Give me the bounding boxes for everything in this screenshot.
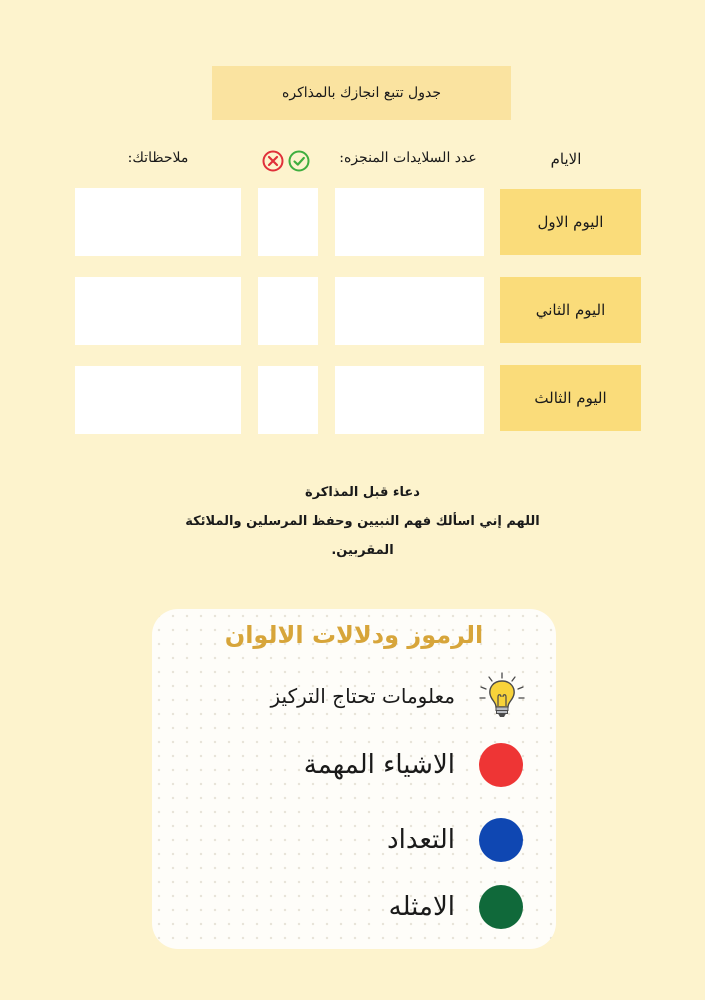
prayer-line: اللهم إني اسألك فهم النبيين وحفظ المرسلين والملائكة [185,514,540,529]
header-slides-done: عدد السلايدات المنجزه: [339,150,477,166]
prayer-title: دعاء قبل المذاكرة [305,485,420,500]
day-label: اليوم الثالث [500,365,641,431]
blue-dot-icon [479,818,523,862]
day-label: اليوم الثاني [500,277,641,343]
legend-item [152,671,556,721]
notes-field[interactable] [75,277,241,345]
prayer-line: المقربين. [331,543,394,558]
green-dot-icon [479,885,523,929]
legend-item [152,882,556,932]
legend-item [152,815,556,865]
status-field[interactable] [258,366,318,434]
notes-field[interactable] [75,366,241,434]
legend-label: الاشياء المهمة [303,750,455,780]
header-days: الايام [550,150,582,168]
table-row [0,277,705,345]
legend-item [152,740,556,790]
legend-title: الرموز ودلالات الالوان [224,621,484,649]
cross-icon [262,150,284,172]
legend-label: التعداد [387,825,455,855]
page-title: جدول تتبع انجازك بالمذاكره [212,66,511,120]
slides-done-field[interactable] [335,188,484,256]
notes-field[interactable] [75,188,241,256]
red-dot-icon [479,743,523,787]
legend-label: الامثله [388,892,455,922]
table-row [0,366,705,434]
legend-label: معلومات تحتاج التركيز [270,684,455,708]
table-row [0,188,705,256]
header-notes: ملاحظاتك: [127,150,189,166]
check-icon [288,150,310,172]
slides-done-field[interactable] [335,366,484,434]
legend-card [152,609,556,949]
study-prayer [150,478,575,565]
lightbulb-icon [477,671,527,721]
header-status-icons [262,150,312,172]
status-field[interactable] [258,188,318,256]
slides-done-field[interactable] [335,277,484,345]
status-field[interactable] [258,277,318,345]
day-label: اليوم الاول [500,189,641,255]
